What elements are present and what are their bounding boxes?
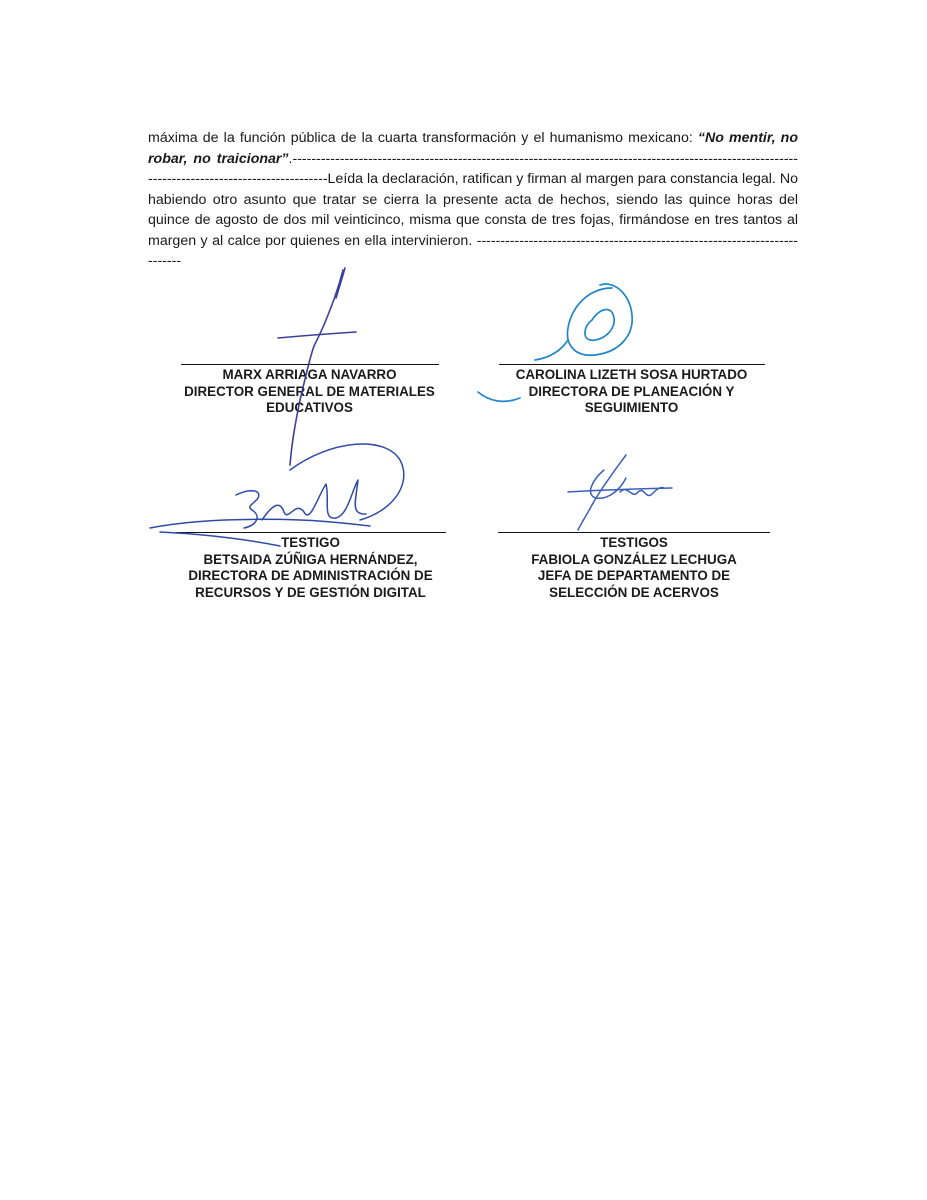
motto-quote: “No mentir, no robar, no traicionar”	[148, 130, 798, 167]
signature-block-testigo-1	[168, 532, 453, 601]
signer-role: TESTIGO	[281, 535, 340, 550]
sig2-outer-loop	[567, 284, 632, 355]
sig1-hook	[336, 268, 345, 298]
paragraph-closing: Leída la declaración, ratifican y firman al margen para constancia legal. No habiendo otro asunto que tratar se cierra la presente acta de hechos, siendo las quince horas del quince de agosto de dos mil veinticinco, misma que consta de tres fojas, firmándose en tres tantos al margen y al calce por quienes en ella intervinieron.	[148, 171, 798, 249]
sig2-inner-loop	[585, 310, 614, 341]
signer-title-line-2: EDUCATIVOS	[266, 400, 353, 415]
closing-paragraph	[148, 128, 798, 272]
signer-title-line-2: SELECCIÓN DE ACERVOS	[549, 584, 719, 600]
signer-title-line-1: DIRECTORA DE ADMINISTRACIÓN DE	[188, 568, 433, 583]
sig2-tail	[535, 340, 568, 360]
sig3-letter-3	[236, 491, 259, 528]
signature-line	[181, 364, 439, 365]
signature-ink-3	[150, 444, 404, 546]
dash-filler-1: .------------------------------------------------------------------------------------------------------------------------------------	[148, 150, 798, 187]
signature-block-director-general	[172, 364, 447, 417]
signer-title-line-1: JEFA DE DEPARTAMENTO DE	[537, 568, 731, 583]
signer-role: TESTIGOS	[600, 535, 668, 550]
sig3-underline	[150, 519, 370, 528]
sig4-letters	[620, 487, 664, 495]
sig4-stem	[578, 455, 626, 530]
signature-line	[499, 364, 765, 365]
signer-name: MARX ARRIAGA NAVARRO	[222, 367, 397, 382]
signature-block-testigo-2	[494, 532, 774, 601]
dash-filler-3: ---------------------------------------------------------------------------	[148, 232, 798, 269]
sig4-crossbar	[568, 488, 672, 492]
signer-name: FABIOLA GONZÁLEZ LECHUGA	[531, 551, 737, 567]
paragraph-start: máxima de la función pública de la cuarta transformación y el humanismo mexicano:	[148, 130, 698, 146]
signer-title-line-1: DIRECTOR GENERAL DE MATERIALES	[184, 383, 435, 399]
signer-title-line-2: SEGUIMIENTO	[584, 400, 679, 415]
signature-line	[498, 532, 770, 533]
signature-ink-4	[568, 455, 672, 530]
dash-filler-2: -------------	[266, 171, 328, 187]
signer-title-line-1: DIRECTORA DE PLANEACIÓN Y	[528, 383, 735, 399]
sig3-big-arc	[290, 444, 404, 520]
sig4-loop	[591, 470, 626, 498]
signer-name: BETSAIDA ZÚÑIGA HERNÁNDEZ,	[203, 551, 418, 567]
sig3-cursive	[262, 480, 366, 520]
signer-name: CAROLINA LIZETH SOSA HURTADO	[515, 367, 748, 382]
signature-block-directora-planeacion	[494, 364, 769, 417]
sig1-horizontal-stroke	[278, 332, 356, 338]
signature-line	[176, 532, 446, 533]
signer-title-line-2: RECURSOS Y DE GESTIÓN DIGITAL	[195, 584, 426, 600]
